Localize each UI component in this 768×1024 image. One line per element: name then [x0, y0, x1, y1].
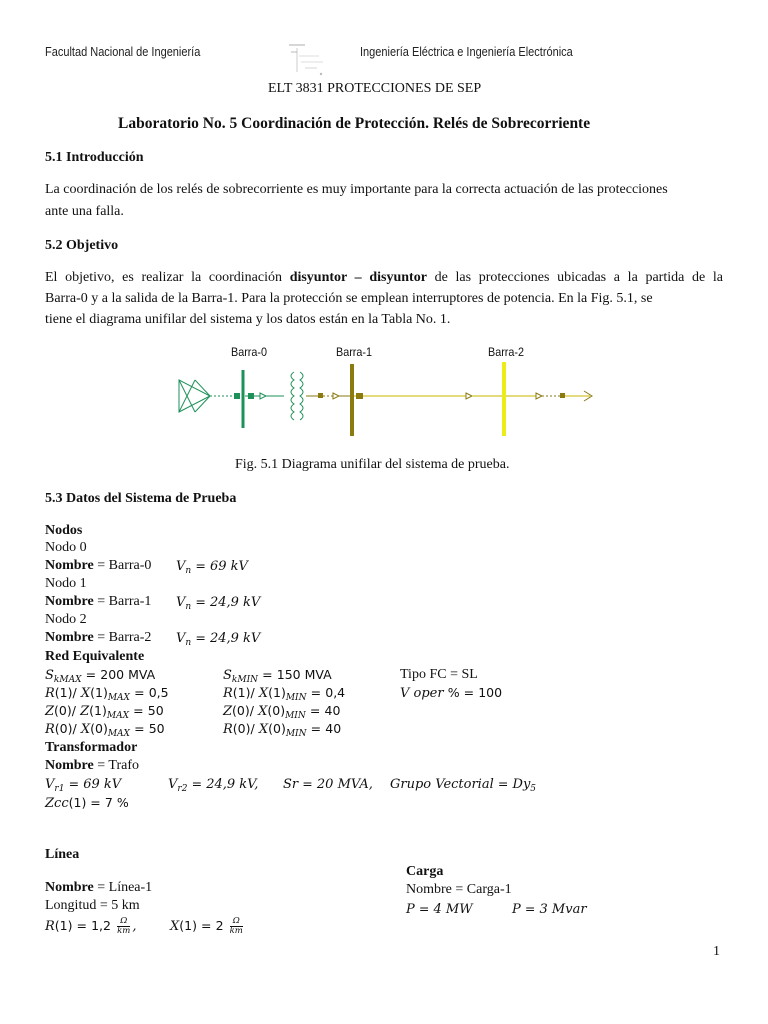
bus-1-label: Barra-1	[336, 345, 373, 359]
node-1-row: Nombre = Barra-1	[45, 594, 152, 609]
bus-2-bar	[502, 362, 506, 436]
transformer-name: Nombre = Trafo	[45, 758, 139, 773]
transformer-vr2: $V_{r2} = 24,9$ kV,	[168, 776, 259, 794]
course-code: ELT 3831 PROTECCIONES DE SEP	[268, 81, 482, 96]
node-1-label: Nodo 1	[45, 576, 87, 591]
line-heading: Línea	[45, 847, 80, 862]
nodes-heading: Nodos	[45, 523, 83, 538]
skmin-value: $S_{kMIN} = 150$ MVA	[223, 667, 332, 685]
page-title: Laboratorio No. 5 Coordinación de Protección. Relés de Sobrecorriente	[118, 115, 591, 132]
transformer-zcc: Zcc(1) = 7 %	[45, 795, 129, 811]
section-introduction-heading: 5.1 Introducción	[45, 150, 144, 165]
skmax-value: $S_{kMAX} = 200$ MVA	[45, 667, 156, 685]
section-data-heading: 5.3 Datos del Sistema de Prueba	[45, 491, 237, 506]
node-2-voltage: $V_n = 24,9$ kV	[176, 630, 261, 648]
objective-line-3: tiene el diagrama unifilar del sistema y los datos están en la Tabla No. 1.	[45, 312, 451, 327]
objective-line-1: El objetivo, es realizar la coordinación disyuntor – disyuntor de las protecciones ubicadas a la partida de la	[45, 270, 723, 285]
figure-caption: Fig. 5.1 Diagrama unifilar del sistema de prueba.	[235, 457, 510, 472]
intro-line-1: La coordinación de los relés de sobrecorriente es muy importante para la correcta actuación de las protecciones	[45, 182, 668, 197]
equivalent-network-heading: Red Equivalente	[45, 649, 145, 664]
node-0-voltage: $V_n = 69$ kV	[176, 558, 248, 576]
university-logo	[283, 42, 333, 78]
transformer-vector-group: Grupo Vectorial = $Dy_5$	[390, 776, 537, 794]
header-faculty: Facultad Nacional de Ingeniería	[45, 45, 201, 59]
breaker-icon	[318, 393, 323, 398]
breaker-icon	[234, 393, 240, 399]
zx-min: Z(0)/ $X(0)_{MIN} = 40$	[223, 703, 341, 721]
r0-min: R(0)/ $X(0)_{MIN} = 40$	[223, 721, 342, 739]
single-line-diagram	[170, 360, 600, 440]
external-grid-icon	[179, 380, 210, 412]
transformer-heading: Transformador	[45, 740, 138, 755]
header-department: Ingeniería Eléctrica e Ingeniería Electrónica	[360, 45, 573, 59]
load-heading: Carga	[406, 864, 444, 879]
load-name: Nombre = Carga-1	[406, 882, 512, 897]
voper-value: V oper % = 100	[400, 685, 503, 701]
load-q: P = 3 Mvar	[512, 901, 587, 917]
page-number: 1	[713, 944, 720, 959]
intro-line-2: ante una falla.	[45, 204, 124, 219]
transformer-vr1: $V_{r1} = 69$ kV	[45, 776, 122, 794]
line-length: Longitud = 5 km	[45, 898, 140, 913]
transformer-sr: Sr = 20 MVA,	[283, 776, 373, 792]
section-objective-heading: 5.2 Objetivo	[45, 238, 119, 253]
zz-max: Z(0)/ $Z(1)_{MAX} = 50$	[45, 703, 164, 721]
line-r1: R(1) = 1,2 $\frac{\Omega}{km}$ ,	[45, 916, 137, 936]
bus-0-label: Barra-0	[231, 345, 268, 359]
bus-2-label: Barra-2	[488, 345, 525, 359]
node-2-row: Nombre = Barra-2	[45, 630, 152, 645]
transformer-icon	[291, 372, 303, 420]
breaker-icon	[248, 393, 254, 399]
load-p: P = 4 MW	[406, 901, 473, 917]
node-1-voltage: $V_n = 24,9$ kV	[176, 594, 261, 612]
breaker-icon	[560, 393, 565, 398]
rx-max: R(1)/ $X(1)_{MAX} = 0,5$	[45, 685, 169, 703]
bus-1-bar	[350, 364, 354, 436]
node-0-row: Nombre = Barra-0	[45, 558, 152, 573]
line-x1: X(1) = 2 $\frac{\Omega}{km}$	[170, 916, 243, 936]
node-0-label: Nodo 0	[45, 540, 87, 555]
breaker-icon	[356, 393, 363, 399]
objective-line-2: Barra-0 y a la salida de la Barra-1. Para la protección se emplean interruptores de potencia. En la Fig. 5.1, se	[45, 291, 653, 306]
line-name: Nombre = Línea-1	[45, 880, 153, 895]
bus-0-bar	[242, 370, 245, 428]
tipo-fc: Tipo FC = SL	[400, 667, 478, 682]
rx-min: R(1)/ $X(1)_{MIN} = 0,4$	[223, 685, 346, 703]
r0-max: R(0)/ $X(0)_{MAX} = 50$	[45, 721, 165, 739]
node-2-label: Nodo 2	[45, 612, 87, 627]
